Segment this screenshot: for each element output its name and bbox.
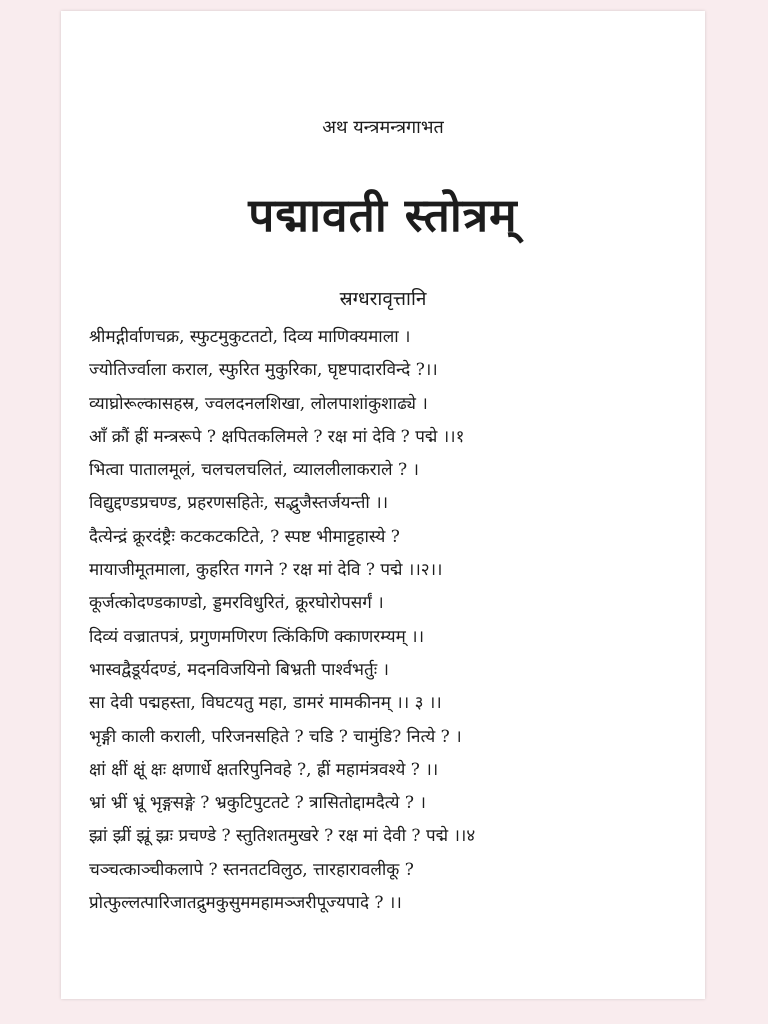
verse-line: कूर्जत्कोदण्डकाण्डो, ड्डमरविधुरितं, क्रूरघोरोपसर्गं । <box>89 593 384 614</box>
book-page <box>61 11 705 999</box>
verse-line: प्रोत्फुल्लत्पारिजातद्रुमकुसुममहामञ्जरीपूज्यपादे ? ।। <box>89 893 402 914</box>
verse-line: भास्वद्वैडूर्यदण्डं, मदनविजयिनो बिभ्रती पार्श्वभर्तुः । <box>89 659 389 680</box>
verse-line: दिव्यं वज्रातपत्रं, प्रगुणमणिरण त्किंकिणि क्काणरम्यम् ।। <box>89 626 425 647</box>
verse-line: आँ क्रौं ह्रीं मन्त्ररूपे ? क्षपितकलिमले ? रक्ष मां देवि ? पद्मे ।।१ <box>89 426 465 447</box>
verse-line: मायाजीमूतमाला, कुहरित गगने ? रक्ष मां देवि ? पद्मे ।।२।। <box>89 560 443 581</box>
page-subheading: अथ यन्त्रमन्त्रगाभत <box>322 117 444 138</box>
verse-line: श्रीमद्गीर्वाणचक्र, स्फुटमुकुटतटो, दिव्य माणिक्यमाला । <box>89 327 411 347</box>
verse-line: भृङ्गी काली कराली, परिजनसहिते ? चडि ? चामुंडि? नित्ये ? । <box>89 726 462 747</box>
verse-line: क्षां क्षीं क्षूं क्षः क्षणार्धे क्षतरिपुनिवहे ?, ह्रीं महामंत्रवश्ये ? ।। <box>89 759 439 780</box>
verse-line: विद्युद्दण्डप्रचण्ड, प्रहरणसहितेः, सद्भुजैस्तर्जयन्ती ।। <box>89 493 389 514</box>
verse-line: सा देवी पद्महस्ता, विघटयतु महा, डामरं मामकीनम् ।। ३ ।। <box>89 693 442 714</box>
verse-line: भित्वा पातालमूलं, चलचलचलितं, व्याललीलाकराले ? । <box>89 460 419 481</box>
verse-line: ज्योतिर्ज्वाला कराल, स्फुरित मुकुरिका, घृष्टपादारविन्दे ?।। <box>89 360 438 381</box>
verse-line: व्याघ्रोरूल्कासहस्र, ज्वलदनलशिखा, लोलपाशांकुशाढ्ये । <box>89 393 428 414</box>
verse-line: भ्रां भ्रीं भ्रूं भृङ्गसङ्गे ? भ्रकुटिपुटतटे ? त्रासितोद्दामदैत्ये ? । <box>89 793 426 814</box>
verse-line: दैत्येन्द्रं क्रूरदंष्ट्रैः कटकटकटिते, ? स्पष्ट भीमाट्टहास्ये ? <box>89 526 400 547</box>
verse-list <box>89 321 699 920</box>
meter-label: स्रग्धरावृत्तानि <box>339 288 427 310</box>
verse-line: झ्रां झ्रीं झ्रूं झ्रः प्रचण्डे ? स्तुतिशतमुखरे ? रक्ष मां देवी ? पद्मे ।।४ <box>89 826 476 847</box>
verse-line: चञ्चत्काञ्चीकलापे ? स्तनतटविलुठ, त्तारहारावलीकू ? <box>89 859 414 880</box>
page-title: पद्मावती स्तोत्रम् <box>248 188 518 242</box>
